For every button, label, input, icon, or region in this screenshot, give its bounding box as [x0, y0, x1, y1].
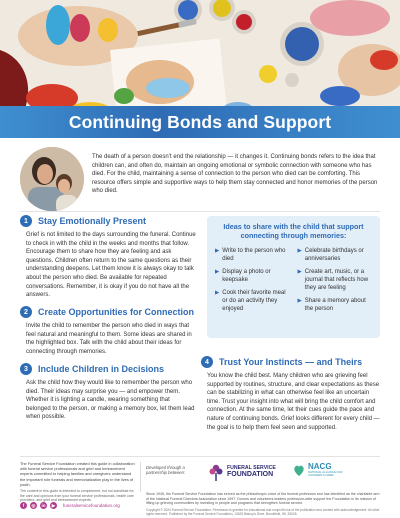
idea-item: ▶ Write to the person who died [215, 248, 286, 262]
number-badge: 4 [201, 356, 213, 368]
intro-paragraph: The death of a person doesn’t end the relationship — it changes it. Continuing bonds refers to the idea that children can, and often do, maintain an ongoing emotional or symbolic connection with someone who has died. For the child, maintaining a sense of connection to the person who died can be comforting. This resource offers simple and supportive ways to help them stay connected and honor memories of the person who died. [92, 154, 378, 195]
section-title: Stay Emotionally Present [38, 216, 147, 226]
disclaimer-text: The content in this guide is intended to complement, but not substitute for, the care and opinions from your funeral service professionals, health care providers, and grief and bereavement experts. [20, 489, 135, 503]
idea-item: ▶ Create art, music, or a journal that reflects how they are feeling [297, 269, 369, 291]
nacg-heart-icon [293, 463, 305, 477]
nacg-logo [293, 463, 358, 477]
section-body: Grief is not limited to the days surrounding the funeral. Continue to check in with the child in the weeks and months that follow. Encourage them to share how they are feeling and ask questions. Children often return to the same questions as their understanding deepens. Let them know it is always okay to talk about the person who died. Be available for repeated conversations. Remember, it is okay if you do not have all the answers. [26, 232, 196, 299]
about-text: The Funeral Service Foundation created this guide in collaboration with funeral service professionals and grief and bereavement experts committed to helping families and caregivers understand the important role funerals and memorialization play in the lives of youth. [20, 461, 135, 487]
arrow-icon: ▶ [215, 290, 220, 296]
section-body: Invite the child to remember the person who died in ways that feel natural and meaningful to them. Some ideas are shared in the highlighted box. Talk with the child about their ideas for connecting through memories. [26, 323, 192, 355]
fsf-logo [208, 463, 276, 481]
footer-history [146, 492, 382, 516]
number-badge: 1 [20, 215, 32, 227]
developed-by-text: Developed through a partnership between: [146, 465, 186, 476]
arrow-icon: ▶ [215, 269, 220, 275]
section-body: You know the child best. Many children who are grieving feel supported by routines, structure, and clear expectations as these can be stabilizing in what can otherwise feel like an uncertain time. Trust your insight into what will bring the child comfort and connection. At the same time, let their cues guide the pace and nature of continuing bonds. Grief looks different for every child — the goal is to help them feel seen and supported. [207, 373, 380, 431]
idea-item: ▶ Display a photo or keepsake [215, 269, 271, 283]
facebook-icon[interactable]: f [20, 502, 27, 509]
arrow-icon: ▶ [215, 248, 220, 254]
arrow-icon: ▶ [297, 269, 302, 275]
title-banner [0, 106, 400, 138]
section-create-opportunities [26, 305, 196, 356]
section-stay-present [26, 214, 196, 300]
nacg-name: NACG [308, 462, 332, 471]
footer-vertical-divider [140, 462, 141, 492]
idea-item: ▶ Share a memory about the person [297, 298, 366, 312]
website-link[interactable]: funeralservicefoundation.org [63, 503, 120, 508]
section-title: Create Opportunities for Connection [38, 307, 195, 317]
ideas-left-column [215, 247, 290, 318]
divider [20, 211, 380, 212]
ideas-box [207, 216, 380, 338]
ideas-box-title: Ideas to share with the child that support connecting through memories: [223, 222, 364, 240]
adult-child-photo [20, 147, 84, 211]
nacg-full-name: NATIONAL ALLIANCE FOR CHILDREN'S GRIEF [308, 470, 343, 478]
idea-item: ▶ Cook their favorite meal or do an activity they enjoyed [215, 290, 286, 312]
fsf-line2: FOUNDATION [227, 471, 274, 478]
page-title: Continuing Bonds and Support [68, 111, 332, 132]
copyright-text: Copyright © 2024 Funeral Service Foundation. Permission is granted for educational and nonprofit use of the publication and content with acknowledgement. All other rights reserved. Published by the Funeral Service Foundation, 13625 Bishop's Drive, Brookfield, WI, 53005. [146, 507, 380, 516]
arrow-icon: ▶ [297, 248, 302, 254]
number-badge: 3 [20, 363, 32, 375]
section-include-children [26, 362, 196, 422]
fsf-line1: FUNERAL SERVICE [227, 464, 276, 471]
instagram-icon[interactable]: ◎ [31, 502, 36, 508]
footer-divider [20, 456, 380, 457]
section-body: Ask the child how they would like to remember the person who died. Their ideas may surprise you — and empower them. Whether it is lighting a candle, wearing something that belonged to the person, or making a memory box, let them lead when possible. [26, 380, 195, 421]
ideas-right-column [298, 247, 373, 318]
arrow-icon: ▶ [297, 298, 302, 304]
youtube-icon[interactable]: ▶ [51, 502, 56, 508]
linkedin-icon[interactable]: in [41, 503, 46, 508]
section-trust-instincts [207, 355, 382, 432]
idea-item: ▶ Celebrate birthdays or anniversaries [297, 248, 364, 262]
section-title: Trust Your Instincts — and Theirs [219, 357, 363, 367]
social-links [20, 502, 120, 509]
history-text: Since 1945, the Funeral Service Foundation has served as the philanthropic voice of the funeral profession and has identified as the charitable arm of the National Funeral Directors Association since 1997. Donors and volunteers leaders profession-wide support the Foundation in its mission of lifting up grieving communities by investing in people and programs that strengthen funeral service. [146, 492, 380, 506]
section-title: Include Children in Decisions [38, 364, 165, 374]
footer-about [20, 461, 136, 503]
fsf-flower-icon [208, 463, 224, 481]
number-badge: 2 [20, 306, 32, 318]
